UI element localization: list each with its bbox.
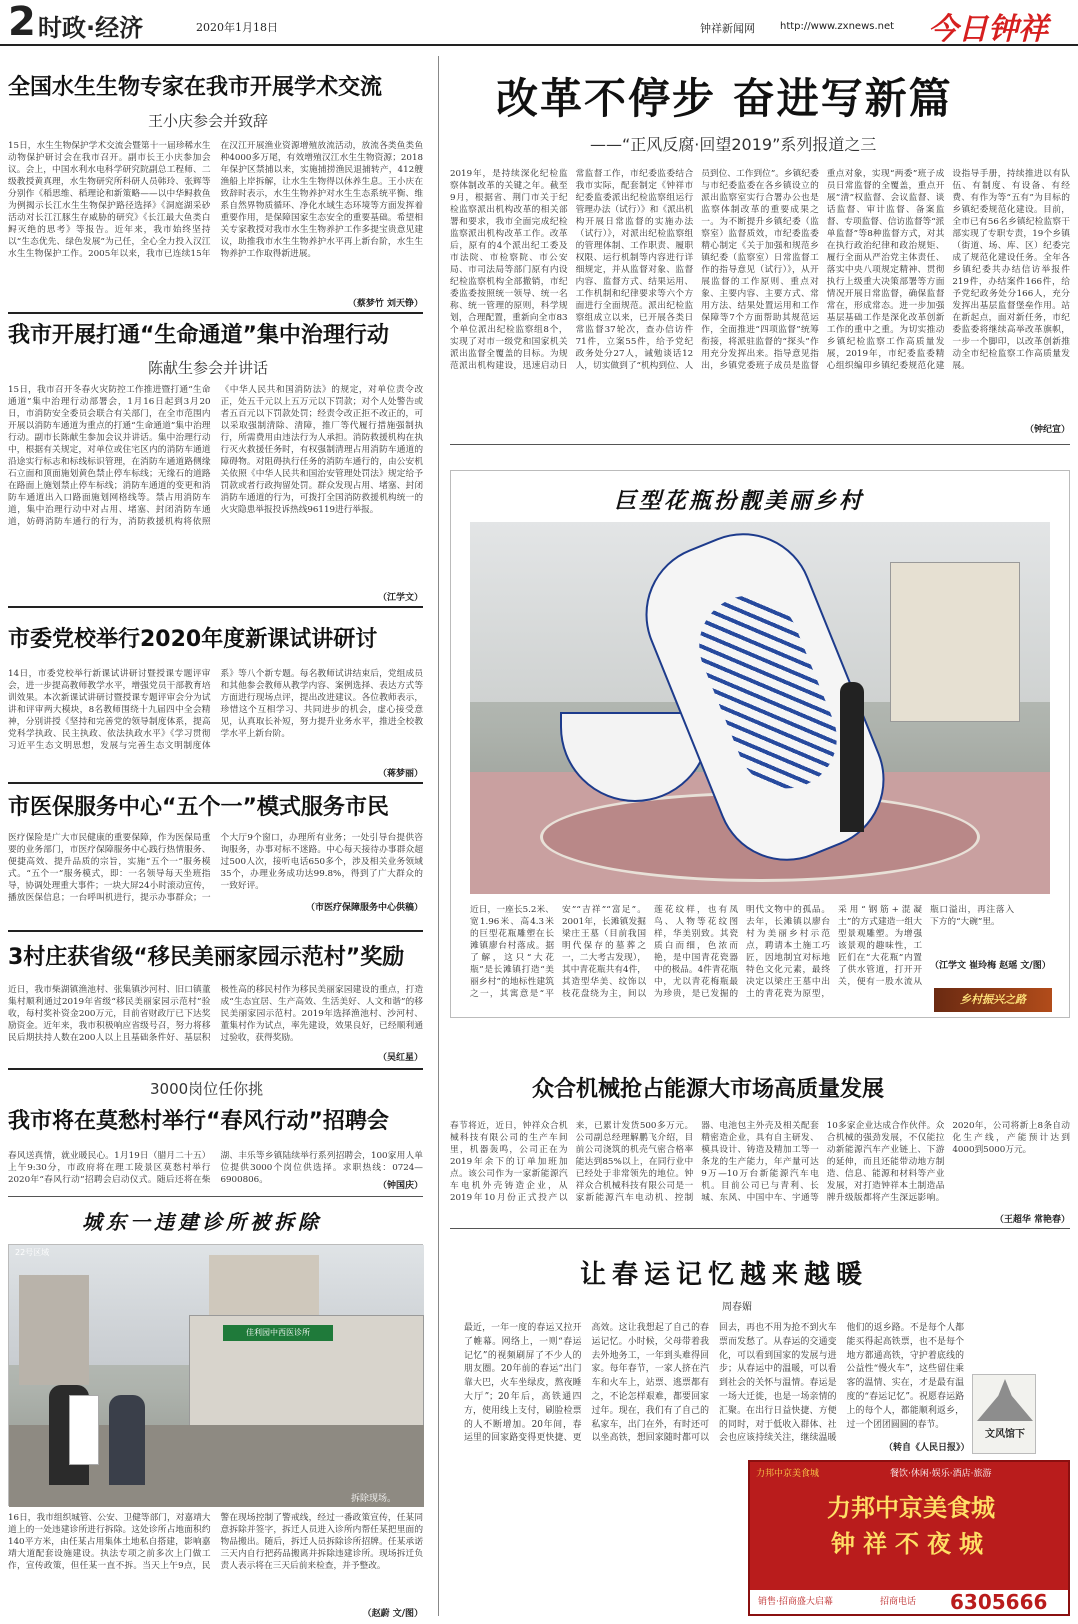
article-2-body: 15日，我市召开冬春火灾防控工作推进暨打通“生命通道”集中治理行动部署会，1月16日起到3月20日，市消防安全委员会联合有关部门，在全市范围内开展以消防车通道为重点的打通“生命通道”集中治理行动。副市长陈献生参加会议并讲话。集中治理行动中，根据有关规定，对单位或住宅区内的消防车通道沿途实行标志和标线标识管理，在消防车通道路侧缘石立面和顶面施划黄色禁止停车标线；无缘石的道路在路面上施划禁止停车标线；消防车通道的变更和消防车通道出入口路面施划网格线等。禁占用消防车道，集中治理行动中对占用、堵塞、封闭消防车通道，妨碍消防车通行的行为，消防救援机构将依照《中华人民共和国消防法》的规定，对单位责令改正，处五千元以上五万元以下罚款；对个人处警告或者五百元以下罚款处罚；经责令改正拒不改正的，可以采取强制清除、清障，推厂等代履行措施强制执行，所需费用由违法行为人承担。消防救援机构在执行灭火救援任务时，有权强制清理占用消防车通道的障碍物。对阻碍执行任务的消防车通行的，由公安机关依照《中华人民共和国治安管理处罚法》规定给予罚款或者行政拘留处罚。群众发现占用、堵塞、封闭消防车通道的行为，可拨打全国消防救援机构统一的火灾隐患举报投诉热线96119进行举报。 bbox=[8, 385, 423, 527]
column-stamp bbox=[972, 1374, 1036, 1454]
ad-bottom-line: 销售·招商盛大启幕 bbox=[758, 1597, 833, 1607]
article-4-title: 市医保服务中心“五个一”模式服务市民 bbox=[8, 795, 389, 820]
article-2-title: 我市开展打通“生命通道”集中治理行动 bbox=[8, 323, 389, 348]
ad-logo: 力邦中京美食城 bbox=[756, 1469, 820, 1479]
advertisement[interactable] bbox=[748, 1460, 1070, 1616]
divider bbox=[8, 1196, 423, 1197]
article-5-body: 近日，我市柴湖镇渔池村、张集镇沙河村、旧口镇董集村顺利通过2019年省级“移民美丽家园示范村”验收，每村奖补资金200万元，目前省财政厅已下达奖励资金。近年来，我市积极响应省级号召，努力将移民后期扶持人数在200人以上且基础条件好、基层积极性高的移民村作为移民美丽家园建设的重点，打造成“生态宜居、生产高效、生活美好、人文和谐”的移民美丽家园示范村。2019年选择渔池村、沙河村、董集村作为试点，率先建设，效果良好，已经顺利通过验收，获得奖励。 bbox=[8, 985, 423, 1043]
article-5-credit: （吴红星） bbox=[377, 1053, 423, 1063]
spring-author: 周春媚 bbox=[722, 1302, 752, 1313]
spring-title: 让春运记忆越来越暖 bbox=[580, 1260, 869, 1290]
article-1-body: 15日，水生生物保护学术交流会暨第十一届珍稀水生动物保护研讨会在我市召开。副市长王小庆参加会议。会上，中国水利水电科学研究院副总工程师、二级教授黄真理，水生物研究所科研人员韩玲、张辉等分别作《稻思维、稻理论和新策略——以中华鲟救鱼为例揭示长江水生生物保护路径选择》《洞庭湖采砂活动对长江江豚生存威胁的研究》《长江最大鱼类白鲟灭绝的思考》等报告。近年来，我市始终坚持以“生态优先、绿色发展”为己任，全心全力投入汉江水生生物保护工作。2005年以来，我市已连续15年在汉江开展渔业资源增殖放流活动，放流各类鱼类鱼种4000多万尾，有效增殖汉江水生生物资源；2018年保护区禁捕以来，实施捕捞渔民退捕转产，412艘渔船上岸拆解，让水生生物得以休养生息。王小庆在致辞时表示，水生生物养护对水生生态系统平衡、维系自然界物质循环、净化水域生态环境等方面发挥着重要作用，是保障国家生态安全的重要基础。希望相关专家教授对我市水生生物养护工作多提宝贵意见建议，助推我市水生生物养护水平再上新台阶，水生生物养护工作取得新进展。 bbox=[8, 141, 423, 259]
vase-title: 巨型花瓶扮靓美丽乡村 bbox=[614, 488, 865, 514]
article-5-title: 3村庄获省级“移民美丽家园示范村”奖励 bbox=[8, 945, 405, 970]
article-3-credit: （蒋梦丽） bbox=[377, 769, 423, 779]
vase-credit: （江学文 崔玲梅 赵瑶 文/图） bbox=[930, 961, 1051, 971]
divider bbox=[8, 312, 423, 314]
spring-credit: （转自《人民日报》） bbox=[884, 1443, 970, 1453]
page-header bbox=[0, 0, 1078, 46]
divider bbox=[8, 1068, 423, 1070]
article-7-title: 城东一违建诊所被拆除 bbox=[82, 1210, 322, 1234]
article-7-body: 16日，我市组织城管、公安、卫健等部门，对嘉靖大道上的一处违建诊所进行拆除。这处诊所占地面积约140平方米，由任某占用集体土地私自搭建，影响嘉靖大道配套设施建设。执法专项之前多次上门做工作，宣传政策，但任某一直不拆。当天上午9点，民警在现场控制了警戒线，经过一番政策宣传，任某同意拆除并签字，拆迁人员进入诊所内帮任某把里面的物品搬出。随后，拆迁人员拆除诊所招牌。任某承诺三天内自行把药品搬离并拆除违建诊所。现场拆迁负责人表示将在三天后前来检查，并予整改。 bbox=[8, 1513, 423, 1571]
demolition-photo bbox=[8, 1244, 423, 1506]
clinic-sign: 佳利园中西医诊所 bbox=[223, 1325, 333, 1341]
photo-caption: 拆除现场。 bbox=[351, 1494, 397, 1504]
article-6-credit: （钟国庆） bbox=[377, 1181, 423, 1191]
article-7-credit: （赵蔚 文/图） bbox=[362, 1609, 423, 1619]
feature-credit: （钟纪宣） bbox=[1024, 425, 1070, 435]
article-1-subtitle: 王小庆参会并致辞 bbox=[148, 112, 269, 130]
divider bbox=[450, 444, 1070, 445]
ad-slogan: 钟祥不夜城 bbox=[831, 1530, 991, 1558]
column-stamp-text: 文风馆下 bbox=[985, 1429, 1025, 1440]
site-url[interactable]: http://www.zxnews.net bbox=[780, 21, 895, 32]
issue-date: 2020年1月18日 bbox=[196, 21, 278, 34]
ad-top-line: 餐饮·休闲·娱乐·酒店·旅游 bbox=[890, 1469, 992, 1479]
machine-body: 春节将近，近日，钟祥众合机械科技有限公司的生产车间里，机器轰鸣，公司正在为2019年余下的订单加班加点。该公司作为一家新能源汽车电机外壳铸造企业，从2019年10月份正式投产以来，已累计发货500多万元。公司副总经理解鹏飞介绍，目前公司浇筑的机壳气密合格率能达到85%以上，在同行业中已经处于非常领先的地位。钟祥众合机械科技有限公司是一家新能源汽车电动机、控制器、电池包主外壳及相关配套精密造企业，具有自主研发、模具设计、铸造及精加工等一条龙的生产能力，年产量可达9万—10万台新能源汽车电机。目前公司已与青利、长城、东风、中国中车、宇通等10多家企业达成合作伙伴。众合机械的强劲发展，不仅能拉动新能源汽车产业链上、下游的延伸，而且还能带动地方制造、信息、能源和材料等产业发展，对打造钟祥本土制造品牌升级版都将产生深远影响。2020年，公司将新上8条自动化生产线，产能预计达到4000到5000万元。 bbox=[450, 1121, 1070, 1203]
section-name: 时政·经济 bbox=[38, 14, 144, 42]
feature-subtitle: ——“正风反腐·回望2019”系列报道之三 bbox=[590, 135, 877, 154]
article-4-body: 医疗保险是广大市民健康的重要保障，作为医保局重要的业务部门，市医疗保障服务中心践行热情服务、便捷高效、提升品质的宗旨，实施“五个一”服务模式。“五个一”服务模式，即：一名领导每天坐班指导，协调处理重大事件；一块大屏24小时滚动宣传，播放医保信息；一台呼叫机进行，提示办事群众；一个大厅9个窗口，办理所有业务；一处引导台提供咨询服务，办事对标不迷路。中心每天接待办事群众超过500人次，接听电话650多个，涉及相关业务领域35个，办理业务成功达99.8%，得到了广大群众的一致好评。 bbox=[8, 833, 423, 903]
article-1-title: 全国水生生物专家在我市开展学术交流 bbox=[8, 75, 383, 100]
machine-title: 众合机械抢占能源大市场高质量发展 bbox=[532, 1077, 885, 1102]
article-6-title: 我市将在莫愁村举行“春风行动”招聘会 bbox=[8, 1109, 389, 1134]
article-3-body: 14日，市委党校举行新课试讲研讨暨授课专题评审会，进一步提高教师教学水平，增强党员干部教育培训效果。本次新课试讲研讨暨授课专题评审会分为试讲和评审两大模块，8名教师围绕十九届四中全会精神，分别讲授《坚持和完善党的领导制度体系，提高党科学执政、民主执政、依法执政水平》《学习贯彻习近平生态文明思想，发展与完善生态文明制度体系》等八个新专题。每名教师试讲结束后，党组成员和其他参会教师从教学内容、案例选择、表达方式等方面进行现场点评，提出改进建议。各位教师表示，珍惜这个互相学习、共同进步的机会，虚心接受意见，认真取长补短，努力提升业务水平，推进全校教学水平上新台阶。 bbox=[8, 669, 423, 751]
article-6-body: 春风送真情，就业暖民心。1月19日（腊月二十五）上午9:30分，市政府将在理工陵景区莫愁村举行2020年“春风行动”招聘会启动仪式。随后还将在柴湖、丰乐等乡镇陆续举行系列招聘会，100家用人单位提供3000个岗位供选择。求职热线：0724—6900806。 bbox=[8, 1151, 423, 1185]
article-6-kicker: 3000岗位任你挑 bbox=[150, 1080, 264, 1098]
ad-phone-label: 招商电话 bbox=[880, 1597, 917, 1607]
article-2-credit: （江学文） bbox=[377, 593, 423, 603]
feature-body: 2019年，是持续深化纪检监察体制改革的关键之年。截至9月，根据省、荆门市关于纪检监察派出机构改革的相关部署和要求，我市全面完成纪检监察派出机构改革工作。改革后，原有的4个派出纪工委及市法院、市检察院、市公安局、市司法局等部门原有内设纪检监察机构全部撤销，市纪委监委按照统一领导、统一名称、统一管理的原则，科学规划，合理配置，重新向全市83个单位派出纪检监察组8个，实现了对市一级党和国家机关派出监督全覆盖的目标。为规范派出机构建设，迅速启动日常监督工作，市纪委监委结合我市实际，配套制定《钟祥市纪委监委派出纪检监察组运行管理办法（试行）》和《派出机构开展日常监督的实施办法（试行）》，对派出纪检监察组的管理体制、工作职责、履职权限、运行机制等内容进行详细规定，并从监督对象、监督内容、监督方式、结果运用、工作机制和纪律要求等六个方面进行全面规范。派出纪检监察组成立以来，已开展各类日常监督37轮次，查办信访件71件，立案55件，给予党纪政务处分27人，诫勉谈话12人，切实做到了“机构到位、人员到位、工作到位”。乡镇纪委与市纪委监委在各乡镇设立的派出监察室实行合署办公也是监察体制改革的重要成果之一。为不断提升乡镇纪委（监察室）监督质效，市纪委监委精心制定《关于加强和规范乡镇纪委（监察室）日常监督工作的指导意见（试行）》，从开展监督的工作原则、重点对象、主要内容、主要方式、常用方法、结果处置运用和工作保障等7个方面帮助其规范运作，全面推进“四项监督”统筹衔接，将派驻监督的“探头”作用充分发挥出来。指导意见指出，乡镇党委班子成员是监督重点对象，实现“两委”班子成员日常监督的全覆盖，重点开展“清”权监督、会议监督、谈话监督、审计监督、备案监督、专项监督、信访监督等“派单监督”等8种监督方式，对其在执行政治纪律和政治规矩、履行全面从严治党主体责任、落实中央八项规定精神、贯彻执行上级重大决策部署等方面情况开展日常监督，确保监督常在，形成常态。进一步加强基层基础工作是深化改革创新工作的重中之重。为切实推动乡镇纪检监察工作高质量发展，2019年，市纪委监委精心组织编印乡镇纪委规范化建设指导手册，持续推进以有队伍、有制度、有设备、有经费、有作为等“五有”为目标的乡镇纪委规范化建设。目前，全市已有56名乡镇纪检监察干部实现了专职专责，19个乡镇（街道、场、库、区）纪委完成了规范化建设任务。全年各乡镇纪委共办结信访举报件219件，办结案件166件，给予党纪政务处分166人，充分发挥出基层监督堡垒作用。站在新起点，面对新任务，市纪委监委将继续高举改革旗帜，一步一个脚印，以改革创新推动全市纪检监察工作高质量发展。 bbox=[450, 169, 1070, 371]
vase-body: 近日，一座长5.2米、宽1.96米、高4.3米的巨型花瓶雕塑在长滩镇廖台村落成。据了解，这只“大花瓶”是长滩镇打造“美丽乡村”的地标性建筑之一，其寓意是“平安”“吉祥”“富足”。2001年，长滩镇发掘梁庄王墓（目前我国明代保存的墓葬之一，二大考古发现），其中青花瓶共有4件，其造型华美、纹饰以枝花盘绕为主，间以莲花纹样，也有凤鸟、人物等花纹图样，华美别致。其瓷质白而细，色浓而艳，是中国青花瓷器中的极品。4件青花瓶中，尤以青花梅瓶最为珍贵，是已发掘的明代文物中的孤品。去年，长滩镇以廖台村为美丽乡村示范点，聘请本土施工巧匠，因地制宜对标地特色文化元素，最终决定以梁庄王墓中出土的青花瓷为原型，采用“钢筋+混凝土”的方式建造一组大型景观雕塑。为增强该景观的趣味性，工匠们在“大花瓶”内置了供水管道，打开开关，便有一股水流从瓶口溢出，再注落入下方的“大碗”里。 bbox=[470, 905, 1014, 999]
divider bbox=[8, 930, 423, 932]
column-divider bbox=[438, 56, 439, 1616]
article-3-title: 市委党校举行2020年度新课试讲研讨 bbox=[8, 627, 378, 652]
page-number: 2 bbox=[8, 0, 36, 45]
machine-credit: （王超华 常艳春） bbox=[994, 1215, 1070, 1225]
spring-body: 最近，一年一度的春运又拉开了帷幕。网络上，一则“春运记忆”的视频刷屏了不少人的朋友圈。20年前的春运“出门靠大巴，火车坐绿皮，熬夜睡大厅”；20年后，高铁通四方，使用线上支付，刷脸检票的人不断增加。20年间，春运里的回家路变得更快捷、更高效。这让我想起了自己的春运记忆。小时候，父母带着我去外地务工，一年到头难得回家。每年春节，一家人挤在汽车和火车上，站票、逃票都有之，不论怎样艰难，都要回家过年。现在，我们有了自己的私家车，出门在外，有时还可以坐高铁，想回家随时都可以回去，再也不用为抢不到火车票而发愁了。从春运的交通变化，可以看到国家的发展与进步；从春运中的温暖，可以看到社会的关怀与温情。春运是一场大迁徙，也是一场亲情的汇聚。在出行日益快捷、方便的同时，对于低收入群体、社会也应该持续关注，继续温暖他们的返乡路。不是每个人都能买得起高铁票，也不是每个地方都通高铁，守护着底线的公益性“慢火车”，这些留住乘客的温情、实在，才是最有温度的“春运记忆”。祝愿春运路上的每个人，都能顺利返乡，过一个团团圆圆的春节。 bbox=[464, 1323, 964, 1444]
divider bbox=[8, 606, 423, 608]
vase-photo bbox=[470, 522, 1050, 894]
article-2-subtitle: 陈献生参会并讲话 bbox=[148, 359, 269, 377]
divider bbox=[8, 782, 423, 784]
ad-name: 力邦中京美食城 bbox=[827, 1494, 995, 1522]
article-4-credit: （市医疗保障服务中心供稿） bbox=[305, 903, 423, 913]
brand-logo: 今日钟祥 bbox=[928, 12, 1048, 47]
feature-title: 改革不停步 奋进写新篇 bbox=[496, 74, 953, 123]
divider bbox=[450, 1228, 1070, 1229]
rural-revitalization-logo: 乡村振兴之路 bbox=[934, 988, 1052, 1012]
ad-phone[interactable]: 6305666 bbox=[950, 1590, 1048, 1614]
article-1-credit: （蔡梦竹 刘天铮） bbox=[347, 299, 423, 309]
site-name: 钟祥新闻网 bbox=[700, 22, 755, 35]
photo-stamp: 22号区域 bbox=[15, 1248, 50, 1257]
